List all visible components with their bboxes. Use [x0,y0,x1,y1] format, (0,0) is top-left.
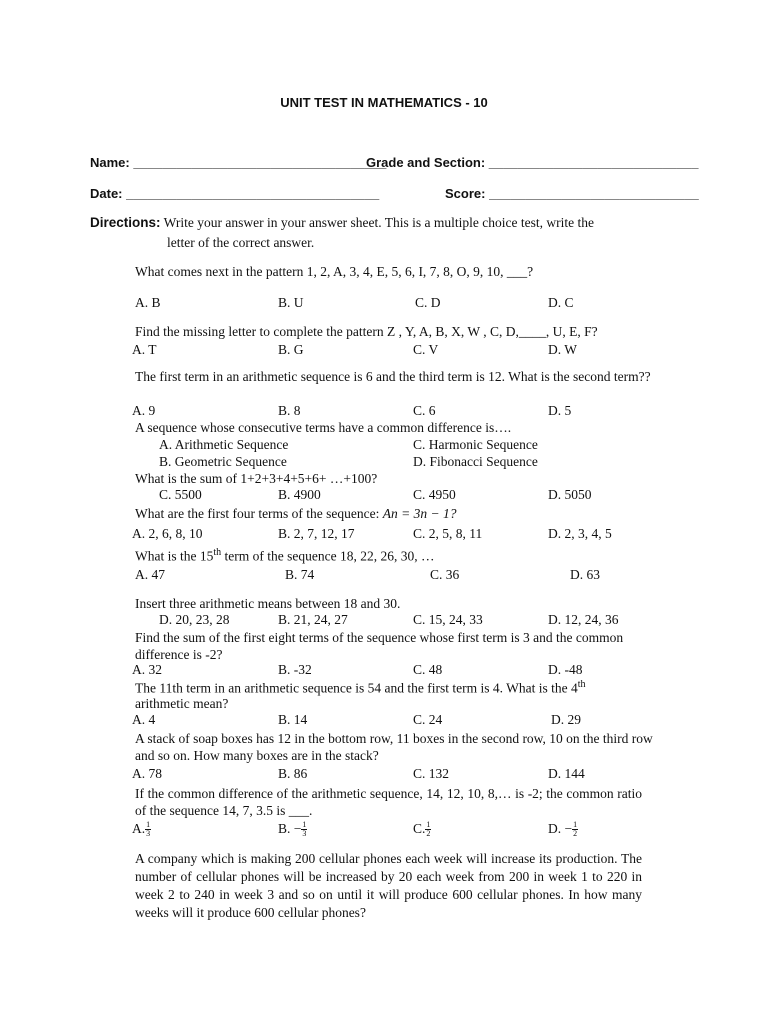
q2-option-d: D. W [548,342,577,357]
question-1: What comes next in the pattern 1, 2, A, 3, 4, E, 5, 6, I, 7, 8, O, 9, 10, ___? [135,264,534,279]
denominator: 3 [146,829,151,839]
numerator: 1 [302,820,307,830]
question-13: A company which is making 200 cellular phones each week will increase its production. The number of cellular phones will be increased by 20 each week from 200 in week 1 to 220 in week 2 to 240 in week 3 and so on until it will produce 600 cellular phones. In how many weeks will it produce 600 cellular phones? [135,851,642,920]
q8-option-d: D. 12, 24, 36 [548,612,619,627]
fraction [425,821,431,838]
minus-sign: − [564,821,573,836]
fraction [572,821,578,838]
grade-section-field-label: Grade and Section: _____________________________ [366,155,699,170]
question-9: Find the sum of the first eight terms of the sequence whose first term is 3 and the common difference is -2? [135,630,624,662]
page-title: UNIT TEST IN MATHEMATICS - 10 [280,95,488,110]
q10-option-c: C. 24 [413,712,443,727]
question-4: A sequence whose consecutive terms have a common difference is…. [135,420,512,435]
q3-option-d: D. 5 [548,403,572,418]
question-11: A stack of soap boxes has 12 in the bottom row, 11 boxes in the second row, 10 on the third row and so on. How many boxes are in the stack? [135,731,653,763]
q11-option-d: D. 144 [548,766,585,781]
question-7 [135,547,434,565]
score-field-label: Score: _____________________________ [445,186,699,201]
q10-option-b: B. 14 [278,712,308,727]
q6-option-a: A. 2, 6, 8, 10 [132,526,203,541]
q11-option-a: A. 78 [132,766,162,781]
directions [90,215,594,231]
q1-option-c: C. D [415,295,441,310]
q11-option-c: C. 132 [413,766,450,781]
q7-option-a: A. 47 [135,567,165,582]
fraction [301,821,307,838]
q8-option-c: C. 15, 24, 33 [413,612,483,627]
q7-option-b: B. 74 [285,567,315,582]
name-field-label: Name: ___________________________________ [90,155,387,170]
question-10-text-a: The 11th term in an arithmetic sequence is 54 and the first term is 4. What is the 4 [135,680,578,696]
q12-option-c [413,821,431,838]
q5-option-a: C. 5500 [159,487,202,502]
q3-option-a: A. 9 [132,403,156,418]
q10-option-a: A. 4 [132,712,156,727]
q8-option-a: D. 20, 23, 28 [159,612,230,627]
question-7-text-b: term of the sequence 18, 22, 26, 30, … [221,548,435,564]
q3-option-c: C. 6 [413,403,436,418]
denominator: 2 [573,829,578,839]
directions-label: Directions: [90,215,161,230]
q7-option-d: D. 63 [570,567,600,582]
q2-option-b: B. G [278,342,304,357]
q3-option-b: B. 8 [278,403,301,418]
option-letter: C. [413,821,426,836]
q1-option-a: A. B [135,295,161,310]
q5-option-d: D. 5050 [548,487,592,502]
q9-option-a: A. 32 [132,662,162,677]
q12-option-d [548,821,578,838]
q9-option-d: D. -48 [548,662,583,677]
question-3: The first term in an arithmetic sequence is 6 and the third term is 12. What is the second term?? [135,369,651,384]
q6-option-d: D. 2, 3, 4, 5 [548,526,612,541]
question-12: If the common difference of the arithmetic sequence, 14, 12, 10, 8,… is -2; the common ratio of the sequence 14, 7, 3.5 is ___. [135,786,642,818]
q12-option-a [132,821,151,838]
q2-option-c: C. V [413,342,439,357]
numerator: 1 [573,820,578,830]
q4-option-c: C. Harmonic Sequence [413,437,538,452]
denominator: 3 [302,829,307,839]
q9-option-b: B. -32 [278,662,312,677]
option-letter: A. [132,821,146,836]
q6-option-b: B. 2, 7, 12, 17 [278,526,355,541]
q6-option-c: C. 2, 5, 8, 11 [413,526,483,541]
q4-option-d: D. Fibonacci Sequence [413,454,538,469]
ordinal-superscript: th [577,679,586,690]
date-field-label: Date: ___________________________________ [90,186,380,201]
denominator: 2 [426,829,431,839]
question-7-text-a: What is the 15 [135,548,214,564]
question-10-text-b: arithmetic mean? [135,696,229,711]
q4-option-b: B. Geometric Sequence [159,454,287,469]
question-6-text: What are the first four terms of the sequence: [135,506,380,521]
q4-option-a: A. Arithmetic Sequence [159,437,289,452]
question-5: What is the sum of 1+2+3+4+5+6+ …+100? [135,471,378,486]
q11-option-b: B. 86 [278,766,308,781]
q7-option-c: C. 36 [430,567,460,582]
directions-text-line1: Write your answer in your answer sheet. This is a multiple choice test, write the [163,215,594,230]
q9-option-c: C. 48 [413,662,443,677]
question-10 [135,679,586,697]
q1-option-d: D. C [548,295,574,310]
q2-option-a: A. T [132,342,157,357]
question-2: Find the missing letter to complete the pattern Z , Y, A, B, X, W , C, D,____, U, E, F? [135,324,598,339]
question-8: Insert three arithmetic means between 18 and 30. [135,596,401,611]
q12-option-b [278,821,307,838]
q8-option-b: B. 21, 24, 27 [278,612,348,627]
q1-option-b: B. U [278,295,304,310]
q5-option-b: B. 4900 [278,487,321,502]
numerator: 1 [426,820,431,830]
q5-option-c: C. 4950 [413,487,456,502]
option-letter: D. [548,821,562,836]
directions-text-line2: letter of the correct answer. [167,235,315,250]
numerator: 1 [146,820,151,830]
minus-sign: − [293,821,302,836]
ordinal-superscript: th [213,547,222,558]
sequence-formula: An = 3n − 1? [382,506,457,521]
question-6 [135,506,457,522]
q10-option-d: D. 29 [551,712,581,727]
fraction [145,821,151,838]
option-letter: B. [278,821,291,836]
